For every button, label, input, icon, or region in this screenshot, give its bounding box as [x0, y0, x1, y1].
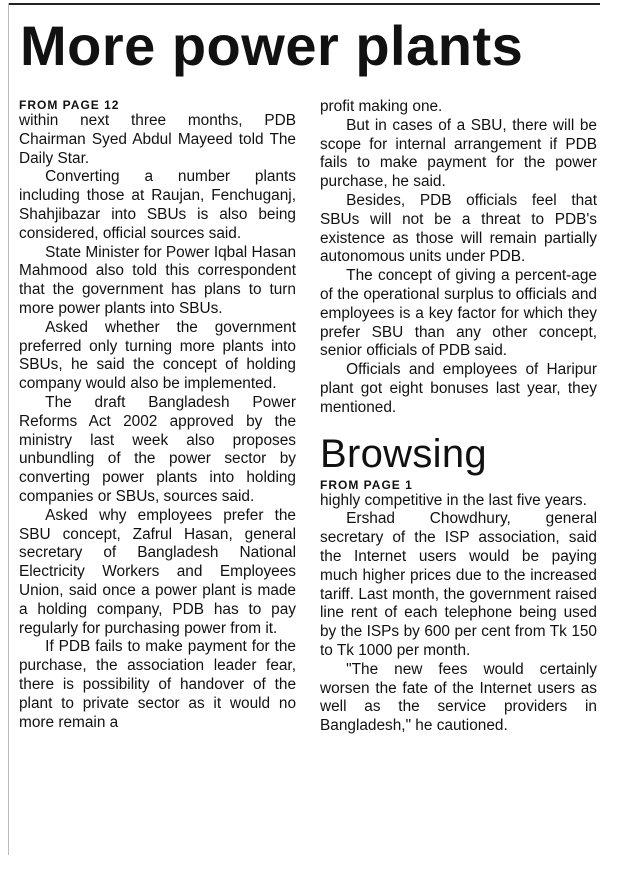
paragraph: Converting a number plants including those at Raujan, Fenchuganj, Shahjibazar into SBUs is also being considered, official sources said.	[19, 168, 296, 242]
top-rule	[8, 3, 600, 5]
headline: More power plants	[20, 14, 524, 77]
paragraph: Asked why employees prefer the SBU concept, Zafrul Hasan, general secretary of Bangladesh National Electricity Workers and Employees Union, said once a power plant is made a holding company, PDB has to pay regularly for purchasing power from it.	[19, 506, 296, 637]
paragraph: Asked whether the government preferred only turning more plants into SBUs, he said the concept of holding company would also be implemented.	[19, 318, 296, 393]
continued-from-label: FROM PAGE 1	[320, 477, 413, 492]
paragraph: But in cases of a SBU, there will be scope for internal arrangement if PDB fails to make payment for the power purchase, he said.	[320, 116, 597, 191]
paragraph: The draft Bangladesh Power Reforms Act 2002 approved by the ministry last week also proposes unbundling of the power sector by converting power plants into holding companies or SBUs, sources said.	[19, 393, 296, 505]
paragraph: Besides, PDB officials feel that SBUs will not be a threat to PDB's existence as those will remain partially autonomous units under PDB.	[320, 191, 597, 266]
paragraph: within next three months, PDB Chairman Syed Abdul Mayeed told The Daily Star.	[19, 112, 296, 167]
column-right	[320, 98, 597, 736]
paragraph: If PDB fails to make payment for the purchase, the association leader fear, there is possibility of handover of the plant to private sector as it would no more remain a	[19, 638, 296, 731]
paragraph: Officials and employees of Haripur plant got eight bonuses last year, they mentioned.	[320, 361, 597, 416]
sub-headline: Browsing	[320, 431, 487, 476]
column-left	[19, 98, 296, 732]
paragraph: highly competitive in the last five years.	[320, 491, 587, 509]
continued-from-label: FROM PAGE 12	[19, 98, 120, 112]
paragraph: The concept of giving a percent-age of the operational surplus to officials and employees is a key factor for which they prefer SBU than any other concept, senior officials of PDB said.	[320, 267, 597, 360]
paragraph: profit making one.	[320, 98, 443, 115]
paragraph: "The new fees would certainly worsen the fate of the Internet users as well as the service providers in Bangladesh," he cautioned.	[320, 660, 597, 735]
paragraph: State Minister for Power Iqbal Hasan Mahmood also told this correspondent that the government has plans to turn more power plants into SBUs.	[19, 243, 296, 317]
left-rule	[8, 3, 9, 855]
paragraph: Ershad Chowdhury, general secretary of the ISP association, said the Internet users would be paying much higher prices due to the increased tariff. Last month, the government raised line rent of each telephone being used by the ISPs by 600 per cent from Tk 150 to Tk 1000 per month.	[320, 510, 597, 659]
